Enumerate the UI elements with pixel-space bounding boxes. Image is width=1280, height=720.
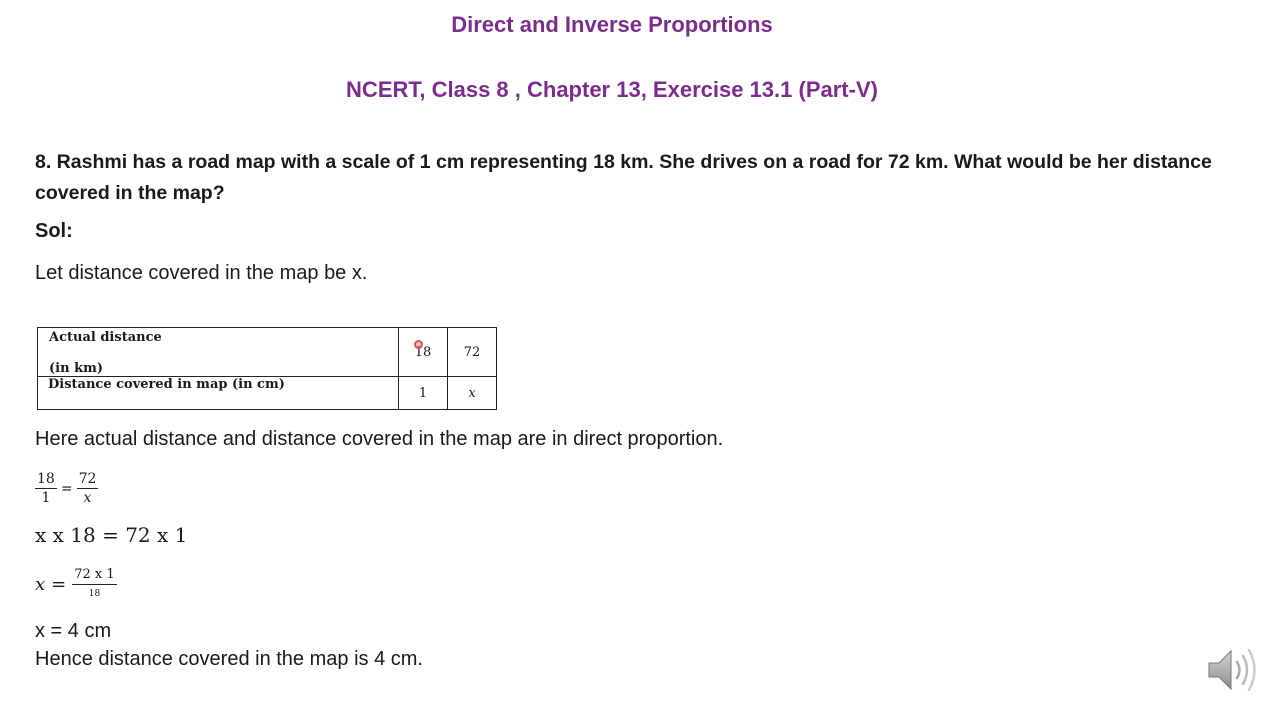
solution-label: Sol: bbox=[35, 220, 73, 242]
speaker-icon[interactable] bbox=[1205, 645, 1260, 695]
let-statement: Let distance covered in the map be x. bbox=[35, 262, 368, 284]
conclusion-text: Hence distance covered in the map is 4 cm. bbox=[35, 648, 423, 670]
row-label-line1: Actual distance bbox=[49, 330, 162, 345]
row-label: Distance covered in map (in cm) bbox=[48, 377, 285, 392]
direct-proportion-statement: Here actual distance and distance covered in the map are in direct proportion. bbox=[35, 428, 724, 450]
fraction-right bbox=[77, 470, 99, 507]
proportion-table bbox=[37, 327, 497, 410]
table-cell-label bbox=[38, 377, 399, 410]
equation-solve bbox=[35, 566, 117, 603]
page-subtitle: NCERT, Class 8 , Chapter 13, Exercise 13.1 (Part-V) bbox=[346, 77, 878, 102]
equation-ratio bbox=[35, 470, 98, 507]
denominator: 18 bbox=[88, 589, 101, 599]
fraction-left bbox=[35, 470, 57, 507]
table-row bbox=[38, 328, 497, 377]
question-text: 8. Rashmi has a road map with a scale of 1 cm representing 18 km. She drives on a road for 72 km. What would be her distance covered in the map? bbox=[35, 151, 1212, 204]
denominator: 1 bbox=[41, 490, 51, 506]
row-label-line2: (in km) bbox=[49, 361, 103, 376]
cursor-dot bbox=[414, 340, 423, 349]
variable: x bbox=[35, 574, 46, 595]
table-cell-value: 18 bbox=[399, 328, 448, 377]
answer-text: x = 4 cm bbox=[35, 620, 112, 642]
numerator: 72 x 1 bbox=[72, 566, 116, 585]
denominator: x bbox=[83, 490, 92, 506]
numerator: 18 bbox=[37, 471, 55, 487]
page-title: Direct and Inverse Proportions bbox=[451, 12, 773, 37]
table-row bbox=[38, 377, 497, 410]
fraction bbox=[72, 566, 116, 603]
numerator: 72 bbox=[78, 471, 97, 487]
table-cell-label bbox=[38, 328, 399, 377]
table-cell-value: x bbox=[448, 377, 497, 410]
equals-sign: = bbox=[51, 574, 67, 595]
table-cell-value: 1 bbox=[399, 377, 448, 410]
equation-cross-multiply: x x 18 = 72 x 1 bbox=[35, 523, 188, 547]
equals-sign: = bbox=[60, 480, 73, 497]
table-cell-value: 72 bbox=[448, 328, 497, 377]
